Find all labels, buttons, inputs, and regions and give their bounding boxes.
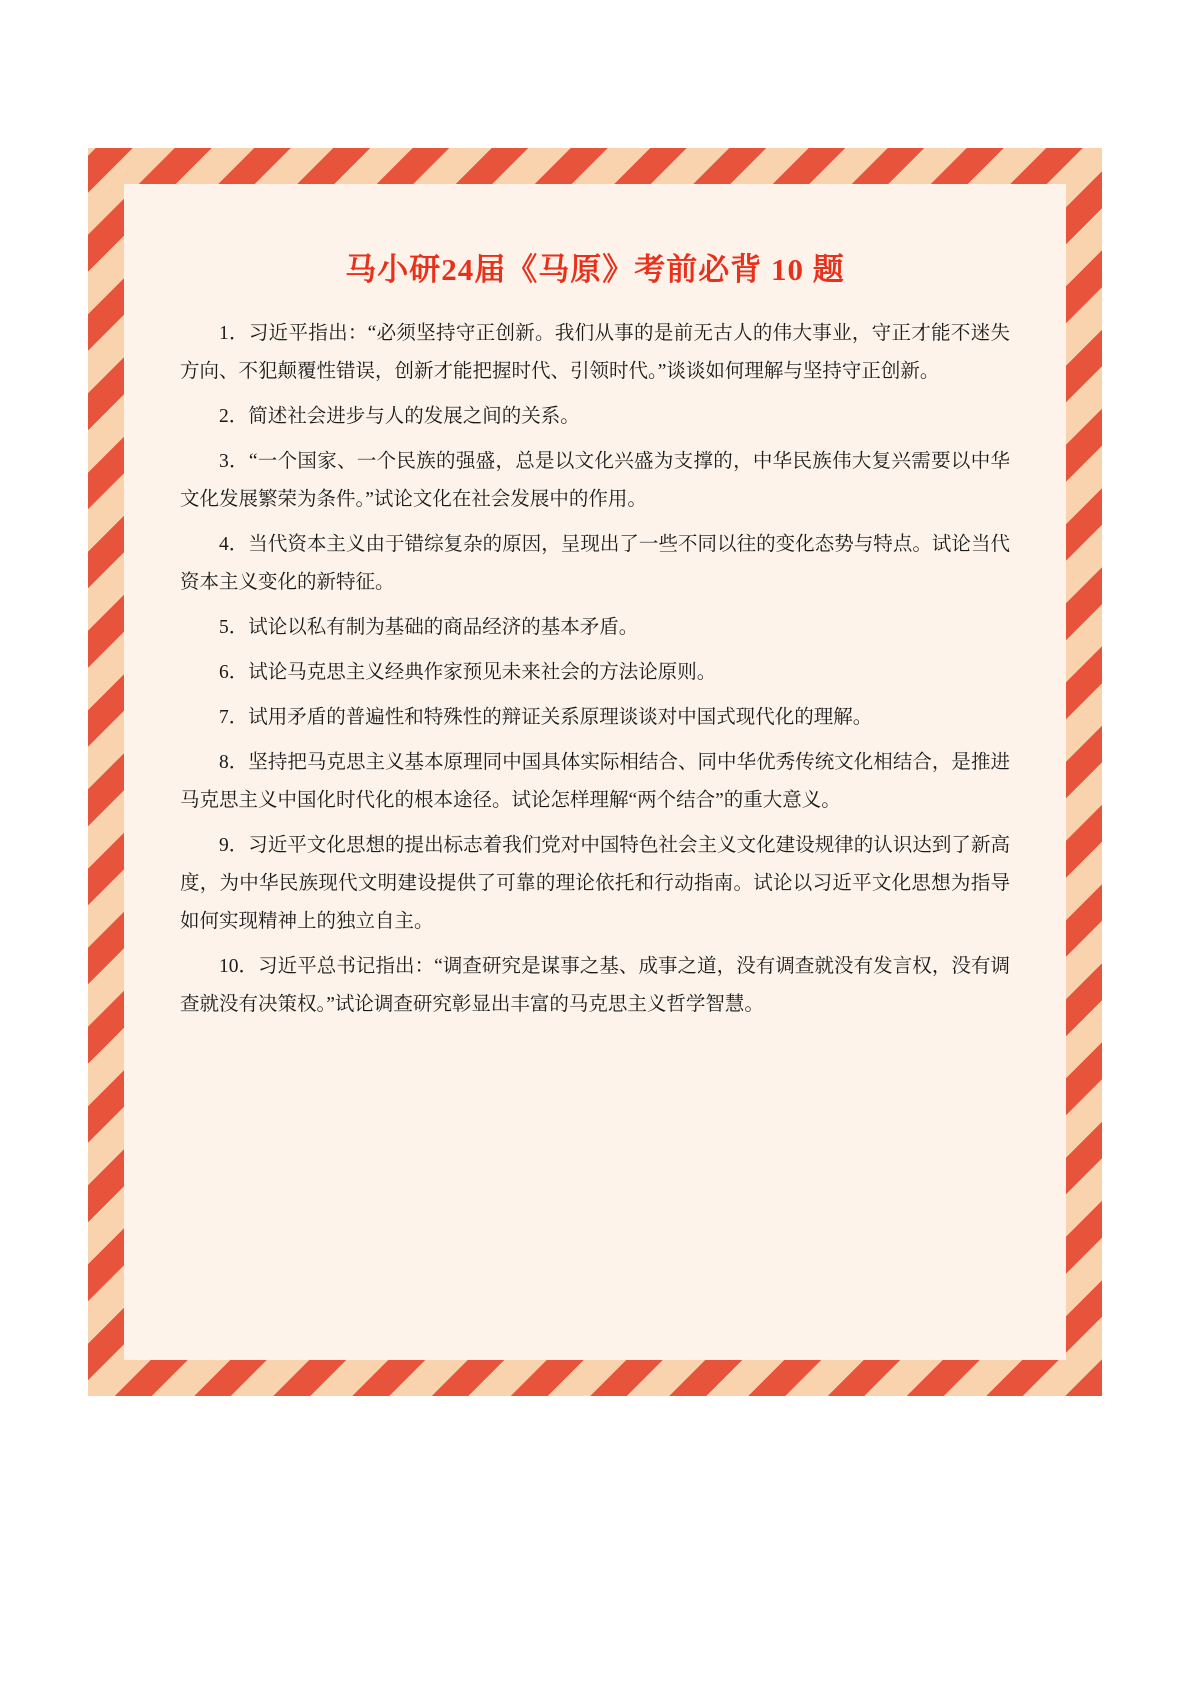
decorative-striped-border — [88, 148, 1102, 1396]
question-item: 7．试用矛盾的普遍性和特殊性的辩证关系原理谈谈对中国式现代化的理解。 — [219, 707, 873, 729]
question-item: 2．简述社会进步与人的发展之间的关系。 — [219, 406, 580, 428]
question-item: 6．试论马克思主义经典作家预见未来社会的方法论原则。 — [219, 662, 717, 684]
question-item: 9．习近平文化思想的提出标志着我们党对中国特色社会主义文化建设规律的认识达到了新高度，为中华民族现代文明建设提供了可靠的理论依托和行动指南。试论以习近平文化思想为指导如何实现精神上的独立自主。 — [180, 835, 1010, 933]
question-item: 3．“一个国家、一个民族的强盛，总是以文化兴盛为支撑的，中华民族伟大复兴需要以中华文化发展繁荣为条件。”试论文化在社会发展中的作用。 — [180, 451, 1010, 511]
question-item: 1．习近平指出：“必须坚持守正创新。我们从事的是前无古人的伟大事业，守正才能不迷失方向、不犯颠覆性错误，创新才能把握时代、引领时代。”谈谈如何理解与坚持守正创新。 — [180, 323, 1010, 383]
question-list — [180, 315, 1010, 1024]
question-item: 4．当代资本主义由于错综复杂的原因，呈现出了一些不同以往的变化态势与特点。试论当代资本主义变化的新特征。 — [180, 534, 1010, 594]
document-page — [124, 184, 1066, 1360]
question-item: 8．坚持把马克思主义基本原理同中国具体实际相结合、同中华优秀传统文化相结合，是推进马克思主义中国化时代化的根本途径。试论怎样理解“两个结合”的重大意义。 — [180, 752, 1010, 812]
question-item: 5．试论以私有制为基础的商品经济的基本矛盾。 — [219, 617, 639, 639]
page-title: 马小研24届《马原》考前必背 10 题 — [345, 252, 845, 287]
question-item: 10．习近平总书记指出：“调查研究是谋事之基、成事之道，没有调查就没有发言权，没有调查就没有决策权。”试论调查研究彰显出丰富的马克思主义哲学智慧。 — [180, 956, 1010, 1016]
